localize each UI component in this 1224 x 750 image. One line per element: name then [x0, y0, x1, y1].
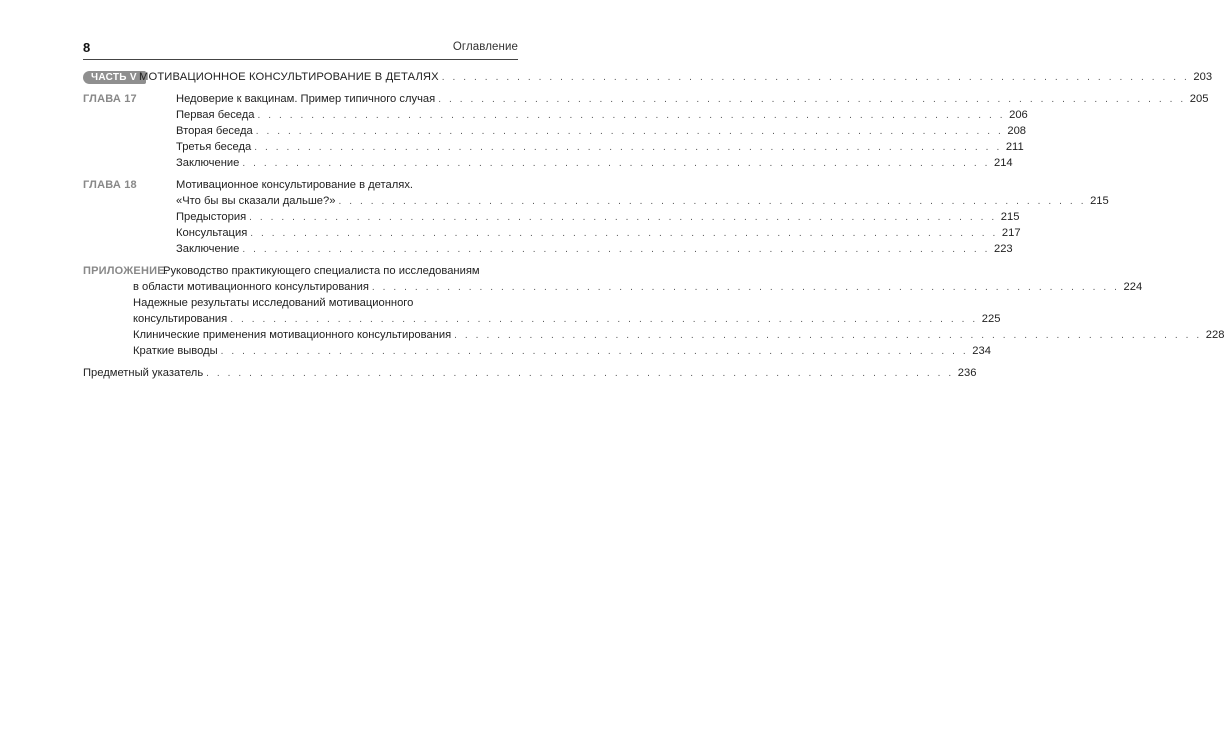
toc-section-entry[interactable]: [83, 327, 1224, 343]
page-ref: 206: [1009, 109, 1028, 121]
page-ref: 228: [1205, 329, 1224, 341]
page-ref: 205: [1189, 93, 1209, 105]
page-number: 8: [83, 40, 91, 55]
section-title: Первая беседа: [176, 109, 255, 121]
toc-section-entry[interactable]: [83, 123, 1027, 139]
running-title: Оглавление: [452, 41, 518, 53]
page-ref: 225: [981, 313, 1001, 325]
page-ref: 217: [1001, 227, 1021, 239]
toc-entry: [176, 241, 1013, 258]
table-of-contents: [83, 69, 1224, 381]
toc-entry: [176, 91, 1209, 108]
toc-index-entry[interactable]: [83, 365, 977, 381]
dot-leader: . . . . . . . . . . . . . . . . . . . . . . . . . . . . . . . . . . . . . . . . . . . . . . . . . . . . . . . . . . . . . . . . . . . . . .: [250, 228, 998, 239]
chapter-title-line2: «Что бы вы сказали дальше?»: [176, 195, 336, 207]
toc-entry: [176, 225, 1021, 242]
dot-leader: . . . . . . . . . . . . . . . . . . . . . . . . . . . . . . . . . . . . . . . . . . . . . . . . . . . . . . . . . . . . . . . . . . . . . .: [438, 94, 1186, 105]
dot-leader: . . . . . . . . . . . . . . . . . . . . . . . . . . . . . . . . . . . . . . . . . . . . . . . . . . . . . . . . . . . . . . . . . . . . . .: [220, 346, 969, 357]
dot-leader: . . . . . . . . . . . . . . . . . . . . . . . . . . . . . . . . . . . . . . . . . . . . . . . . . . . . . . . . . . . . . . . . . . . . . .: [249, 212, 997, 223]
page-ref: 215: [1000, 211, 1020, 223]
toc-chapter-entry-continued[interactable]: [83, 193, 1109, 209]
page-ref: 214: [993, 157, 1013, 169]
dot-leader: . . . . . . . . . . . . . . . . . . . . . . . . . . . . . . . . . . . . . . . . . . . . . . . . . . . . . . . . . . . . . . . . . . . . . .: [371, 282, 1120, 293]
appendix-label: ПРИЛОЖЕНИЕ.: [83, 265, 169, 277]
toc-appendix-entry-continued[interactable]: [83, 279, 1143, 295]
page-ref: 224: [1123, 281, 1143, 293]
toc-entry: [133, 343, 991, 360]
header-rule: [83, 59, 518, 60]
section-title: Вторая беседа: [176, 125, 253, 137]
chapter-title-line1: Мотивационное консультирование в деталях.: [176, 179, 414, 191]
dot-leader: . . . . . . . . . . . . . . . . . . . . . . . . . . . . . . . . . . . . . . . . . . . . . . . . . . . . . . . . . . . . . . . . . . . . . .: [242, 158, 990, 169]
toc-section-entry[interactable]: [83, 343, 991, 359]
dot-leader: . . . . . . . . . . . . . . . . . . . . . . . . . . . . . . . . . . . . . . . . . . . . . . . . . . . . . . . . . . . . . . . . . . . . . .: [338, 196, 1087, 207]
page-ref: 223: [993, 243, 1013, 255]
toc-entry: [133, 327, 1224, 344]
section-title: Предыстория: [176, 211, 247, 223]
toc-entry: [176, 123, 1027, 140]
dot-leader: . . . . . . . . . . . . . . . . . . . . . . . . . . . . . . . . . . . . . . . . . . . . . . . . . . . . . . . . . . . . . . . . . . . . . .: [454, 330, 1202, 341]
toc-appendix-entry[interactable]: [83, 263, 518, 279]
toc-section-entry[interactable]: [83, 139, 1024, 155]
toc-part-entry[interactable]: [83, 69, 1213, 85]
dot-leader: . . . . . . . . . . . . . . . . . . . . . . . . . . . . . . . . . . . . . . . . . . . . . . . . . . . . . . . . . . . . . . . . . . . . . .: [257, 110, 1006, 121]
toc-entry: [133, 311, 1001, 328]
toc-entry: [176, 193, 1109, 210]
toc-section-entry[interactable]: [83, 209, 1020, 225]
section-title: Консультация: [176, 227, 248, 239]
index-title: Предметный указатель: [83, 367, 204, 379]
toc-section-entry-continued[interactable]: [83, 311, 1001, 327]
chapter-title: Недоверие к вакцинам. Пример типичного случая: [176, 93, 436, 105]
dot-leader: . . . . . . . . . . . . . . . . . . . . . . . . . . . . . . . . . . . . . . . . . . . . . . . . . . . . . . . . . . . . . . . . . . . . . .: [441, 72, 1190, 83]
toc-entry: [176, 107, 1028, 124]
page-ref: 211: [1005, 141, 1024, 153]
toc-section-entry[interactable]: [83, 241, 1013, 257]
page-ref: 236: [957, 367, 977, 379]
toc-section-entry[interactable]: [83, 295, 518, 311]
section-title: Клинические применения мотивационного консультирования: [133, 329, 452, 341]
part-title: МОТИВАЦИОННОЕ КОНСУЛЬТИРОВАНИЕ В ДЕТАЛЯХ: [139, 71, 439, 83]
appendix-title-line2: в области мотивационного консультирования: [133, 281, 369, 293]
section-title: Заключение: [176, 243, 240, 255]
toc-entry: [139, 69, 1213, 86]
toc-chapter-entry[interactable]: [83, 177, 518, 193]
page-ref: 234: [972, 345, 991, 357]
section-title: Заключение: [176, 157, 240, 169]
toc-section-entry[interactable]: [83, 107, 1028, 123]
dot-leader: . . . . . . . . . . . . . . . . . . . . . . . . . . . . . . . . . . . . . . . . . . . . . . . . . . . . . . . . . . . . . . . . . . . . . .: [255, 126, 1004, 137]
section-title: Третья беседа: [176, 141, 252, 153]
page-header: [83, 40, 518, 60]
page-ref: 203: [1193, 71, 1213, 83]
toc-entry: [133, 279, 1143, 296]
dot-leader: . . . . . . . . . . . . . . . . . . . . . . . . . . . . . . . . . . . . . . . . . . . . . . . . . . . . . . . . . . . . . . . . . . . . . .: [206, 368, 954, 379]
toc-entry: [176, 139, 1024, 156]
chapter-label: ГЛАВА 18: [83, 179, 137, 191]
toc-entry: [83, 365, 977, 382]
toc-chapter-entry[interactable]: [83, 91, 1209, 107]
section-title: Краткие выводы: [133, 345, 218, 357]
toc-section-entry[interactable]: [83, 155, 1013, 171]
appendix-title-line1: Руководство практикующего специалиста по исследованиям: [163, 265, 480, 277]
part-badge: ЧАСТЬ V: [83, 71, 146, 84]
section-title-line1: Надежные результаты исследований мотивационного: [133, 297, 414, 309]
toc-entry: [176, 155, 1013, 172]
dot-leader: . . . . . . . . . . . . . . . . . . . . . . . . . . . . . . . . . . . . . . . . . . . . . . . . . . . . . . . . . . . . . . . . . . . . . .: [230, 314, 978, 325]
toc-section-entry[interactable]: [83, 225, 1021, 241]
dot-leader: . . . . . . . . . . . . . . . . . . . . . . . . . . . . . . . . . . . . . . . . . . . . . . . . . . . . . . . . . . . . . . . . . . . . . .: [242, 244, 990, 255]
section-title-line2: консультирования: [133, 313, 228, 325]
dot-leader: . . . . . . . . . . . . . . . . . . . . . . . . . . . . . . . . . . . . . . . . . . . . . . . . . . . . . . . . . . . . . . . . . . . . . .: [254, 142, 1002, 153]
page-ref: 208: [1007, 125, 1027, 137]
toc-entry: [176, 209, 1020, 226]
page-ref: 215: [1090, 195, 1109, 207]
chapter-label: ГЛАВА 17: [83, 93, 137, 105]
